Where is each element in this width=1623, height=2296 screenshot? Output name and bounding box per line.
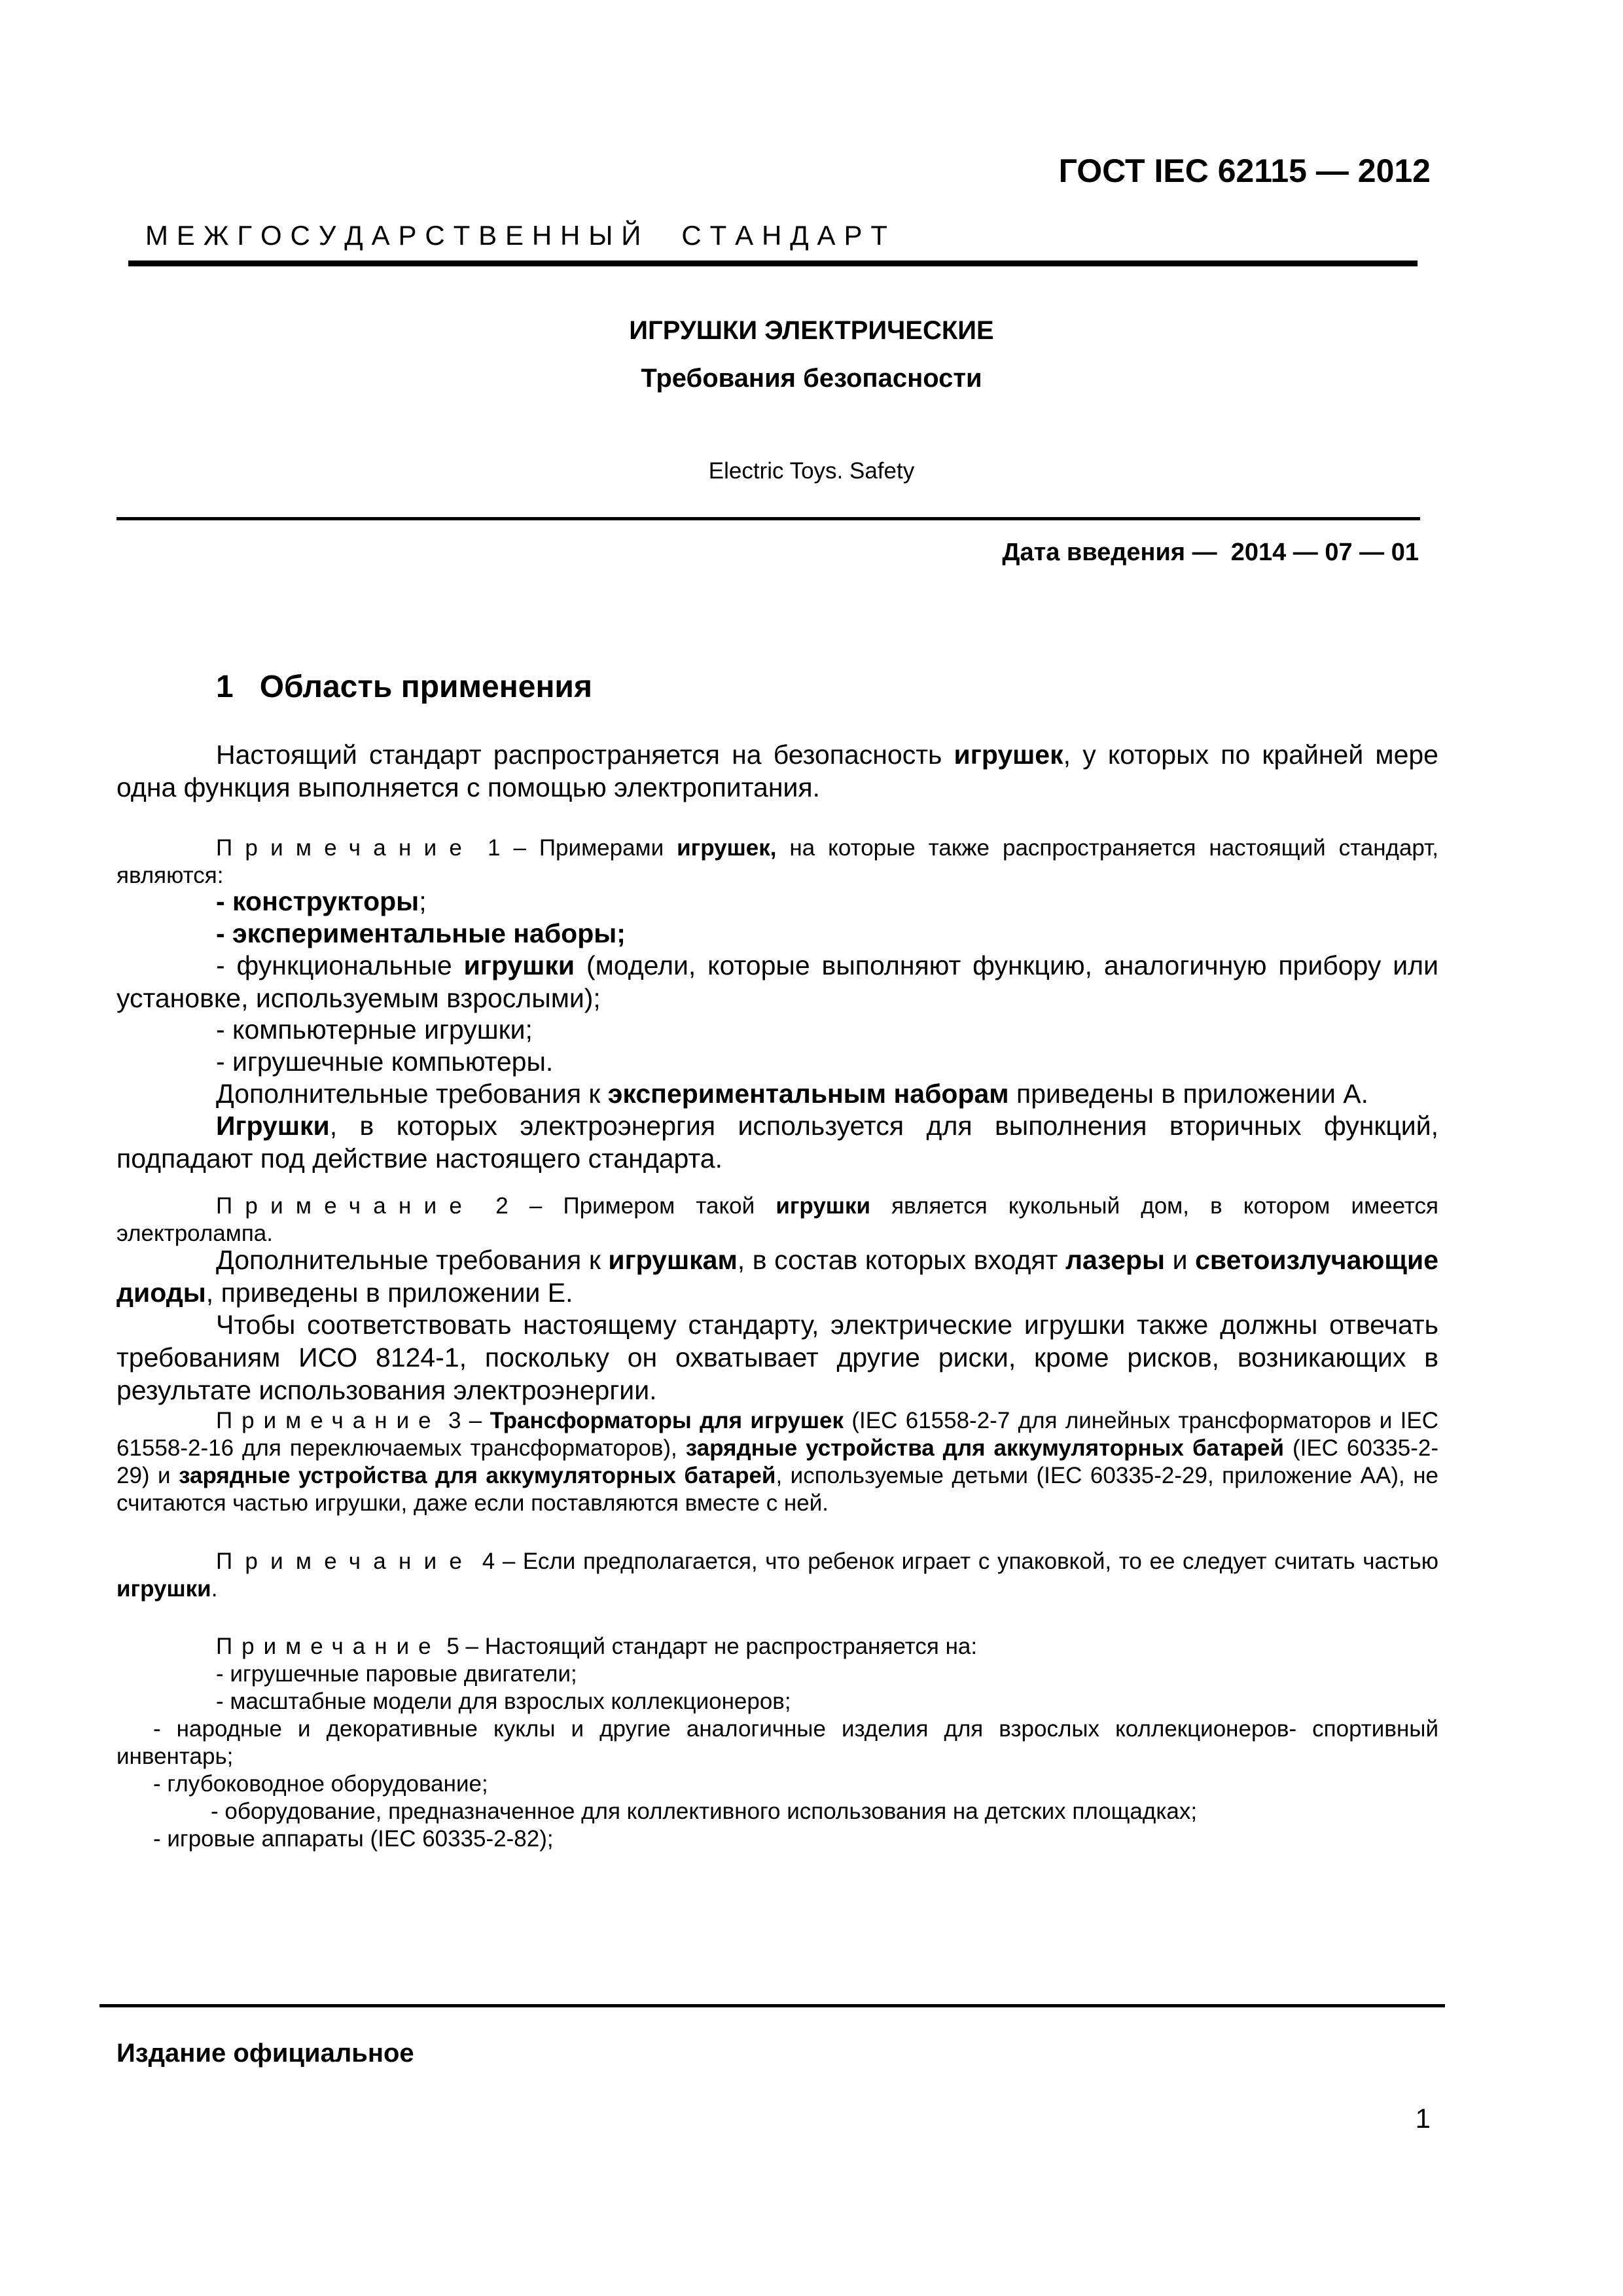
- list-item: - функциональные игрушки (модели, которые выполняют функцию, аналогичную прибору или установке, используемым взрослыми);: [116, 950, 1438, 1013]
- note-2: Примечание 2 – Примером такой игрушки является кукольный дом, в котором имеется электролампа.: [116, 1193, 1438, 1246]
- english-title: Electric Toys. Safety: [708, 458, 915, 484]
- note-5: Примечание 5 – Настоящий стандарт не распространяется на:: [216, 1634, 978, 1659]
- scope-paragraph: Настоящий стандарт распространяется на безопасность игрушек, у которых по крайней мере одна функция выполняется с помощью электропитания.: [116, 740, 1438, 802]
- additional-requirements-paragraph: Дополнительные требования к экспериментальным наборам приведены в приложении А.: [216, 1079, 1368, 1109]
- interstate-standard-label: М Е Ж Г О С У Д А Р С Т В Е Н Н Ы Й С Т А Н Д А Р Т: [145, 220, 888, 251]
- iso-paragraph: Чтобы соответствовать настоящему стандарту, электрические игрушки также должны отвечать требованиям ИСО 8124-1, поскольку он охватывает другие риски, кроме рисков, возникающих в результате использования электроэнергии.: [116, 1310, 1438, 1405]
- edition-label: Издание официальное: [116, 2039, 414, 2068]
- list-item: - экспериментальные наборы;: [216, 918, 626, 948]
- header-rule: [128, 260, 1418, 266]
- section-heading: 1 Область применения: [216, 670, 592, 704]
- page-number: 1: [1415, 2103, 1431, 2134]
- list-item: - оборудование, предназначенное для коллективного использования на детских площадках;: [211, 1799, 1198, 1824]
- introduction-date: Дата введения — 2014 — 07 — 01: [1002, 539, 1419, 566]
- list-item: - игрушечные паровые двигатели;: [216, 1661, 577, 1687]
- secondary-functions-paragraph: Игрушки, в которых электроэнергия используется для выполнения вторичных функций, подпадают под действие настоящего стандарта.: [116, 1111, 1438, 1174]
- list-item: - игрушечные компьютеры.: [216, 1047, 554, 1077]
- note-1: Примечание 1 – Примерами игрушек, на которые также распространяется настоящий стандарт, являются:: [116, 835, 1438, 888]
- document-title: ИГРУШКИ ЭЛЕКТРИЧЕСКИЕ: [629, 316, 994, 345]
- list-item: - народные и декоративные куклы и другие аналогичные изделия для взрослых коллекционеров- спортивный: [153, 1716, 1438, 1742]
- note-4: Примечание 4 – Если предполагается, что ребенок играет с упаковкой, то ее следует считать частью игрушки.: [116, 1549, 1438, 1602]
- document-subtitle: Требования безопасности: [641, 364, 982, 393]
- title-rule: [116, 517, 1420, 520]
- standard-id: ГОСТ IEC 62115 — 2012: [1058, 152, 1431, 189]
- list-item: - компьютерные игрушки;: [216, 1014, 533, 1045]
- list-item: - глубоководное оборудование;: [153, 1771, 488, 1797]
- note-3: Примечание 3 – Трансформаторы для игрушек (IEC 61558-2-7 для линейных трансформаторов и IEC 61558-2-16 для переключаемых трансформаторов), зарядные устройства для аккумуляторных батарей (IEC 60335-2-29) и зарядные устройства для аккумуляторных батарей, используемые детьми (IEC 60335-2-29, приложение AA), не считаются частью игрушки, даже если поставляются вместе с ней.: [116, 1408, 1439, 1516]
- list-item: инвентарь;: [116, 1744, 234, 1769]
- lasers-paragraph: Дополнительные требования к игрушкам, в состав которых входят лазеры и светоизлучающие диоды, приведены в приложении Е.: [116, 1245, 1439, 1308]
- footer-rule: [99, 2004, 1445, 2007]
- list-item: - конструкторы;: [216, 886, 427, 916]
- list-item: - масштабные модели для взрослых коллекционеров;: [216, 1689, 791, 1714]
- list-item: - игровые аппараты (IEC 60335-2-82);: [153, 1826, 554, 1852]
